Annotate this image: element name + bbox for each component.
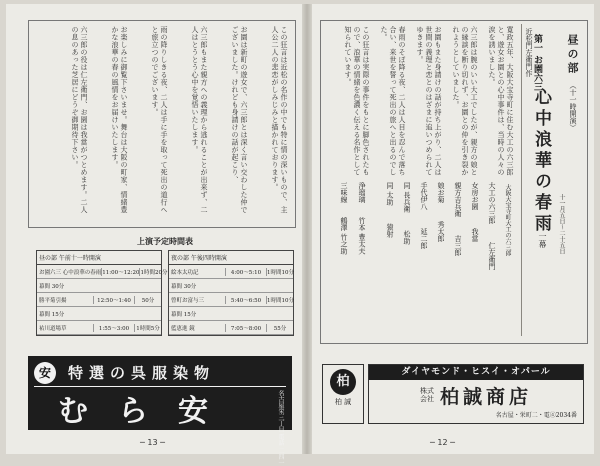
schedule-row — [37, 265, 168, 279]
cast-entry — [399, 182, 413, 332]
schedule-item-time: 1:55〜3:00 — [93, 324, 134, 332]
right-page — [312, 4, 594, 454]
cast-heading: 大阪大宝寺町大工の六三郎 — [504, 184, 511, 256]
cast-entry — [467, 182, 481, 332]
schedule-item-name: 幕間 15分 — [171, 311, 197, 318]
staff-name: 竹本 豊太夫 — [358, 217, 366, 255]
schedule-item-name: 祐川道場草 — [39, 325, 67, 332]
cast-actor: 吉三郎 — [454, 235, 462, 256]
schedule-item-time: 7:05〜8:00 — [225, 324, 266, 332]
schedule-row — [37, 279, 161, 293]
cast-actor: 延二郎 — [420, 228, 428, 249]
play-title-suffix: 一幕 — [538, 232, 547, 248]
schedule-row — [169, 321, 293, 335]
schedule-row — [169, 265, 293, 279]
cast-role: 親方吉兵衛 — [454, 182, 462, 217]
synopsis-paragraph: 寛政五年、大阪大宝寺町に住む大工の六三郎と、遊女お園との心中事件は、当時の人々の涙を誘いました。 — [488, 26, 514, 176]
book-gutter — [302, 4, 312, 454]
page-number-right: ─ 12 ─ — [430, 438, 455, 447]
program-spread — [6, 4, 594, 466]
synopsis-paragraph: この狂言は実際の事件をもとに脚色されたもので、浪華の情緒を色濃く伝える名作として知られています。 — [344, 26, 370, 176]
cast-entry — [416, 182, 430, 332]
schedule-item-time: 5:40〜6:50 — [225, 296, 266, 304]
schedule-item-name: 絵本太功記 — [171, 269, 199, 276]
schedule-row — [169, 293, 293, 307]
company-name: 柏誠商店 — [439, 385, 532, 408]
left-paragraph: 雨の降りしきる夜、二人は手に手を取って死出の道行へと旅立つのでございます。 — [151, 26, 168, 214]
ad-address: 名古屋栄三丁目 電話 二四一 — [277, 390, 284, 466]
synopsis-paragraph: 六三郎は腕のいい大工でしたが、親方の娘との縁談を断り切れず、お園との仲を引き裂かれようとしていました。 — [452, 26, 478, 176]
cast-role: 同 長兵衛 — [403, 182, 411, 213]
staff-name: 鶴澤 竹之助 — [340, 217, 348, 255]
left-paragraph: お園は新町の遊女で、六三郎とは深く言い交わした仲でございました。けれども身請けの話が起こり、 — [231, 26, 248, 214]
cast-actor: 仁左衛門 — [488, 242, 496, 270]
shop-logo — [322, 364, 364, 424]
schedule-title: 上演予定時間表 — [137, 236, 193, 246]
schedule-item-duration: 1時間10分 — [267, 269, 294, 276]
staff-list — [328, 182, 368, 332]
date-note: 十一月五日〜二十五日 — [558, 194, 565, 254]
ad-main-panel — [368, 364, 584, 424]
logo-mark: 柏 — [330, 369, 356, 395]
cast-entry — [382, 182, 396, 332]
cast-role: 娘お菊 — [437, 182, 445, 203]
schedule-item-duration: 50分 — [134, 296, 161, 304]
staff-role: 三味線 — [340, 182, 348, 203]
schedule-item-name: 幕間 15分 — [39, 311, 65, 318]
time-note: （十一時開演） — [569, 82, 577, 131]
schedule-row — [37, 293, 161, 307]
staff-entry — [338, 182, 350, 332]
schedule-row — [169, 307, 293, 321]
staff-entry — [356, 182, 368, 332]
company-row — [369, 380, 583, 410]
cast-role: 同 太助 — [386, 182, 394, 206]
evening-schedule — [168, 250, 294, 336]
play-number: 第一 お園六三 — [532, 34, 542, 92]
slogan-bar: ダイヤモンド・ヒスイ・オパール — [369, 365, 583, 380]
evening-heading: 夜の部 午後四時開演 — [169, 251, 293, 265]
schedule-item-time: 4:00〜5:10 — [225, 268, 266, 276]
matinee-schedule — [36, 250, 168, 336]
synopsis-paragraph: お園もまた身請けの話が持ち上がり、二人は世間の義理と恋とのはざまに追いつめられてゆきます。 — [416, 26, 442, 176]
cast-entry — [433, 182, 447, 332]
cast-actor: 我當 — [471, 228, 479, 242]
logo-caption: 柏 誠 — [334, 398, 352, 406]
matinee-heading: 昼の部 午前十一時開演 — [37, 251, 161, 265]
schedule-row — [37, 307, 161, 321]
page-number-left: ─ 13 ─ — [140, 438, 165, 447]
left-paragraph: 六三郎の役は仁左衛門、お園は我當がつとめます。二人の息のあった芝居にどうぞ御期待下さい。 — [71, 26, 88, 214]
author-line: 近松門左衛門作 — [525, 28, 533, 77]
cast-role: 手代伊八 — [420, 182, 428, 210]
schedule-item-duration: 1時間5分 — [134, 324, 161, 332]
cast-actor: 松助 — [403, 230, 411, 245]
ad-tagline: 特選の呉服染物 — [68, 364, 216, 382]
play-title: 心中浪華の春雨 — [531, 88, 551, 235]
schedule-item-name: 藍恵進 鏡 — [171, 325, 195, 332]
left-paragraph: 六三郎もまた親方への義理から逃れることが出来ず、二人はとうとう心中を覚悟いたします。 — [191, 26, 208, 214]
company-address: 名古屋・栄町二・電④2034番 — [495, 412, 577, 419]
schedule-item-name: 幕間 30分 — [39, 283, 65, 290]
schedule-item-time: 11:00〜12:20 — [102, 269, 140, 276]
schedule-item-duration: 1時間10分 — [267, 297, 294, 304]
column-rule — [521, 24, 522, 336]
left-paragraph: お楽しみに御覧下さいませ。舞台は大阪の町家、情緒豊かな浪華の春の風情をお届けいたします。 — [111, 26, 128, 214]
cast-list — [378, 182, 498, 332]
cast-actor: 猿射 — [386, 223, 394, 238]
synopsis-paragraph: 春雨のそぼ降る夜、二人は人目を忍んで落ち合い、来世を誓って死出の旅へと出るのでした。 — [380, 26, 406, 176]
left-page — [6, 4, 302, 466]
schedule-item-name: 曾町お富与三 — [171, 297, 205, 304]
section-heading: 昼の部 — [566, 34, 579, 76]
schedule-item-time: 12:50〜1:40 — [93, 296, 134, 304]
schedule-row — [37, 321, 161, 335]
cast-role: 大工の六三郎 — [488, 182, 496, 224]
schedule-item-name: 幕間 30分 — [171, 283, 197, 290]
schedule-item-duration: 1時間20分 — [140, 269, 168, 276]
cast-role: 女房お園 — [471, 182, 479, 210]
cast-entry — [450, 182, 464, 332]
left-paragraph: この狂言は近松の名作の中でも特に情の深いもので、主人公二人の悲恋がしみじみと描かれております。 — [271, 26, 288, 214]
staff-role: 浄瑠璃 — [358, 182, 366, 203]
cast-actor: 秀太郎 — [437, 221, 445, 242]
schedule-item-duration: 55分 — [266, 324, 293, 332]
jewelry-shop-ad — [320, 356, 586, 432]
cast-entry — [484, 182, 498, 332]
schedule-item-name: お園六三 心中浪華の春雨 — [39, 269, 102, 276]
company-prefix: 株式会社 — [419, 387, 434, 403]
schedule-table — [36, 236, 294, 348]
circle-mark: 安 — [34, 362, 56, 384]
schedule-row — [169, 279, 293, 293]
schedule-item-name: 勝平菊引揚 — [39, 297, 67, 304]
shop-name: む ら 安 — [58, 394, 208, 429]
